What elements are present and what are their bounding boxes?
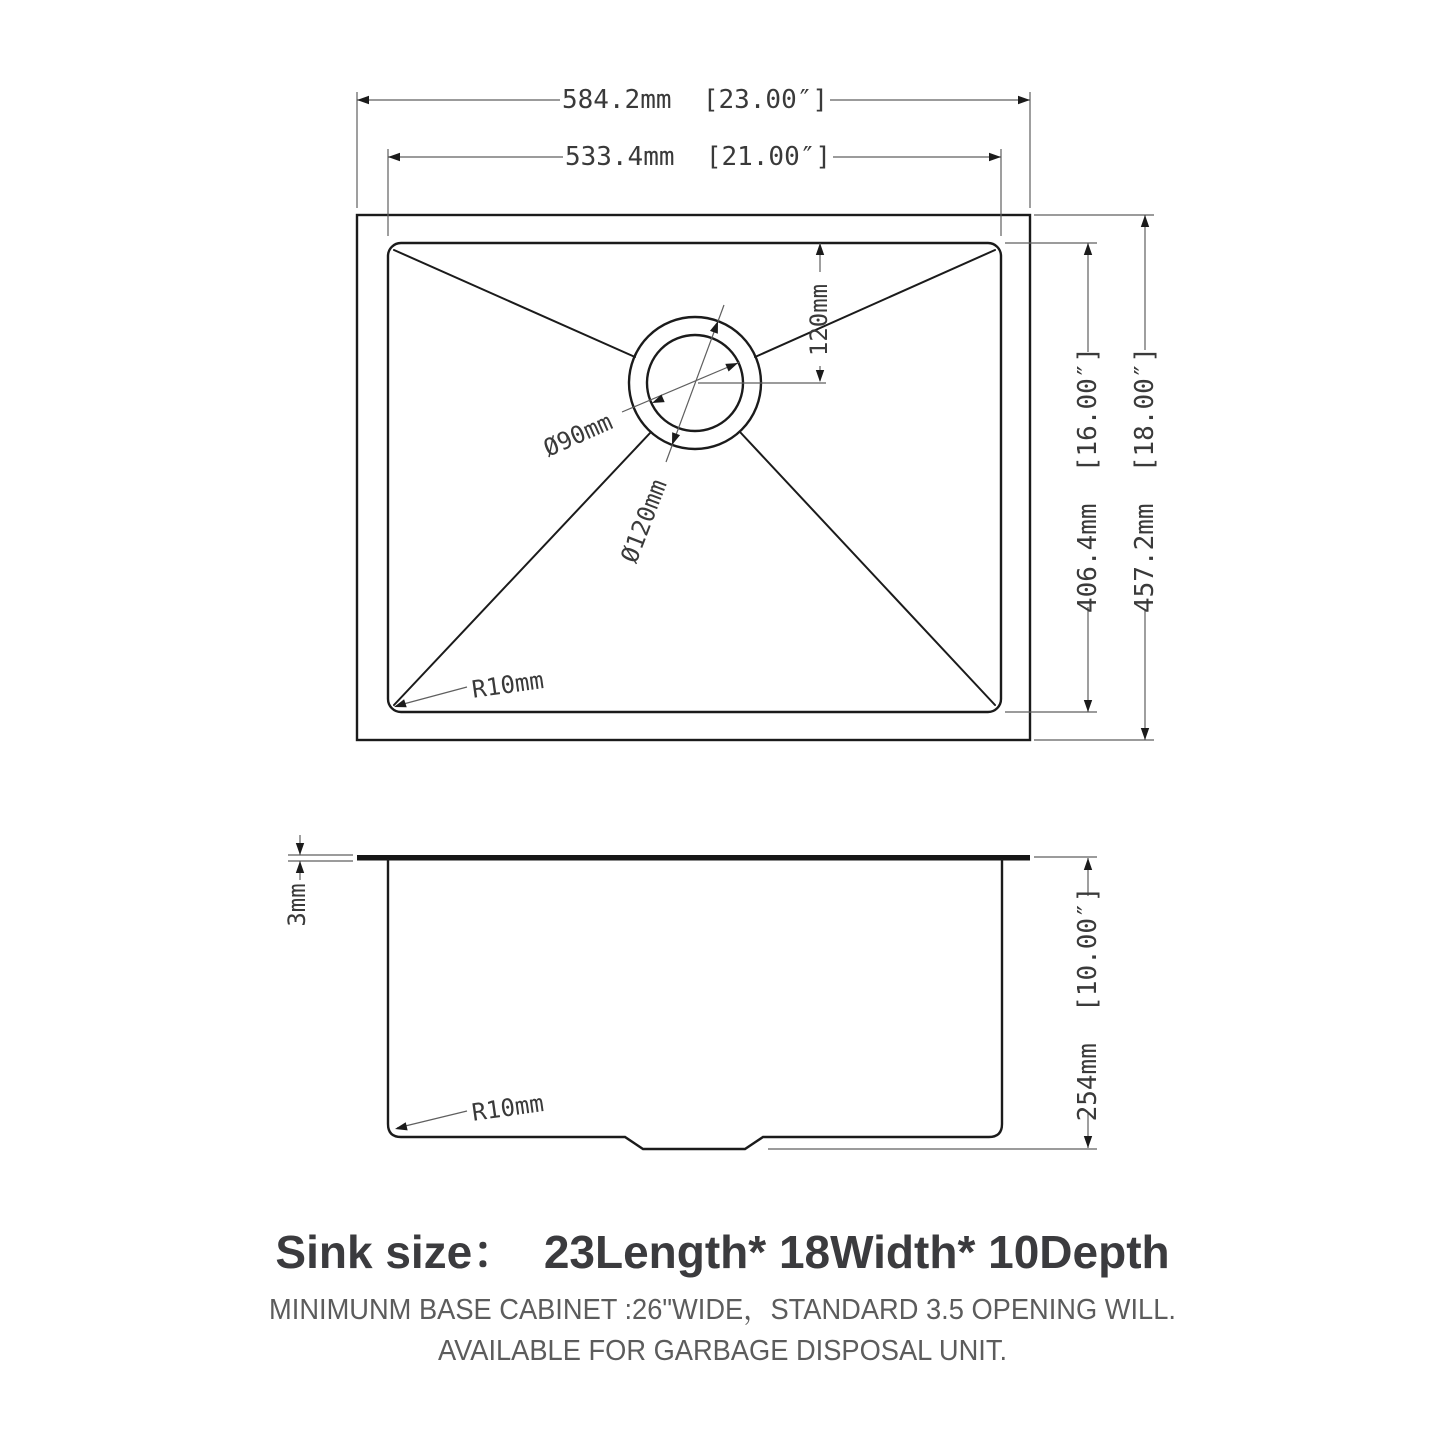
corner-radius-label-side: R10mm xyxy=(470,1089,546,1127)
depth-label: 254mm [10.00″] xyxy=(1073,886,1103,1122)
dim-corner-radius-side xyxy=(394,1089,545,1133)
rim-thickness-label: 3mm xyxy=(283,883,311,927)
bowl-length-label: 533.4mm [21.00″] xyxy=(564,142,832,172)
sink-outer-edge xyxy=(357,215,1030,740)
dim-bowl-width xyxy=(1005,243,1103,712)
dim-depth xyxy=(768,857,1103,1149)
overall-length-label: 584.2mm [23.00″] xyxy=(561,85,829,115)
caption-block xyxy=(0,1226,1445,1372)
dim-bowl-length xyxy=(388,142,1001,236)
sink-bowl-edge xyxy=(388,243,1001,712)
slope-line-top-left xyxy=(394,250,635,357)
side-view xyxy=(283,835,1103,1149)
dim-rim-thickness xyxy=(283,835,353,927)
corner-radius-label-top: R10mm xyxy=(470,666,546,704)
dim-drain-offset xyxy=(698,243,833,383)
overall-width-label: 457.2mm [18.00″] xyxy=(1130,346,1160,614)
drain-inner-diameter-label: Ø90mm xyxy=(539,407,617,463)
dim-drain-outer-diameter xyxy=(615,305,724,566)
bowl-width-label: 406.4mm [16.00″] xyxy=(1073,346,1103,614)
dim-corner-radius-top xyxy=(393,666,546,711)
drain-outer-diameter-label: Ø120mm xyxy=(615,475,673,567)
top-view xyxy=(357,85,1160,740)
slope-line-top-right xyxy=(755,250,995,357)
caption-line-2: AVAILABLE FOR GARBAGE DISPOSAL UNIT. xyxy=(437,1335,1008,1367)
rim-section xyxy=(357,855,1030,861)
sink-size-title: Sink size： 23Length* 18Width* 10Depth xyxy=(275,1226,1170,1278)
slope-line-bottom-right xyxy=(740,432,995,705)
slope-line-bottom-left xyxy=(394,432,651,705)
caption-line-1: MINIMUNM BASE CABINET :26"WIDE，STANDARD 3.5 OPENING WILL. xyxy=(269,1294,1176,1326)
drain-offset-label: 120mm xyxy=(805,283,833,357)
